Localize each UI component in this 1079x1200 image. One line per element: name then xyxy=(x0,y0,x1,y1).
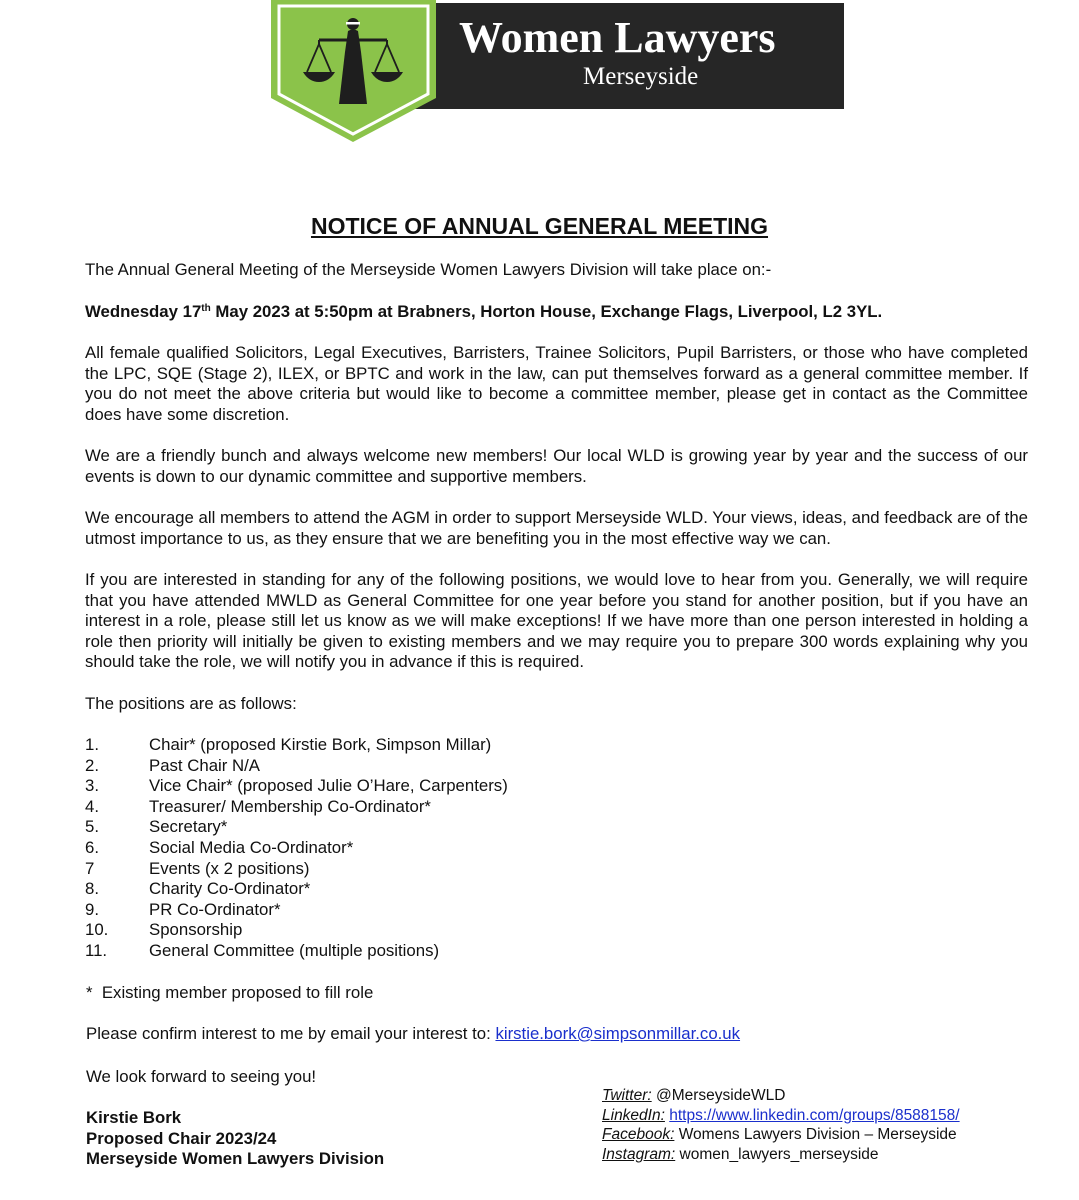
position-role: Social Media Co-Ordinator* xyxy=(149,837,354,857)
position-item xyxy=(85,879,785,900)
position-role: Sponsorship xyxy=(149,920,243,940)
position-item xyxy=(85,756,785,777)
positions-info-paragraph: If you are interested in standing for any of the following positions, we would love to hear from you. Generally, we will require that you have attended MWLD as General Committee for one year before you stand for another position, but if you have an interest in a role, please still let us know as we will make exceptions! If we have more than one person interested in holding a role then priority will initially be given to existing members and we may require you to prepare 300 words explaining why you should take the role, we will notify you in advance if this is required. xyxy=(85,570,1028,672)
position-item xyxy=(85,859,785,880)
position-number: 7 xyxy=(85,858,95,878)
positions-list xyxy=(85,735,785,962)
position-number: 6. xyxy=(85,837,99,857)
social-links xyxy=(602,1086,960,1164)
logo-subtitle: Merseyside xyxy=(583,63,699,90)
position-number: 9. xyxy=(85,899,99,919)
social-twitter xyxy=(602,1086,960,1106)
position-item xyxy=(85,776,785,797)
meeting-location: May 2023 at 5:50pm at Brabners, Horton House, Exchange Flags, Liverpool, L2 3YL. xyxy=(210,302,883,321)
position-role: Treasurer/ Membership Co-Ordinator* xyxy=(149,796,431,816)
instagram-handle: women_lawyers_merseyside xyxy=(675,1145,879,1163)
position-role: Vice Chair* (proposed Julie O’Hare, Carpenters) xyxy=(149,776,508,796)
confirm-interest xyxy=(86,1024,1029,1045)
social-facebook xyxy=(602,1125,960,1145)
position-item xyxy=(85,941,785,962)
welcome-paragraph: We are a friendly bunch and always welcome new members! Our local WLD is growing year by year and the success of our events is down to our dynamic committee and supportive members. xyxy=(85,446,1028,486)
meeting-day: Wednesday 17 xyxy=(85,302,202,321)
signature-role: Proposed Chair 2023/24 xyxy=(86,1128,277,1148)
linkedin-label: LinkedIn: xyxy=(602,1106,665,1124)
position-number: 3. xyxy=(85,776,99,796)
positions-intro: The positions are as follows: xyxy=(85,694,297,713)
signature-block xyxy=(86,1108,384,1170)
position-number: 4. xyxy=(85,796,99,816)
twitter-handle: @MerseysideWLD xyxy=(651,1087,786,1104)
instagram-label: Instagram: xyxy=(602,1145,676,1163)
position-item xyxy=(85,838,785,859)
position-item xyxy=(85,817,785,838)
position-item xyxy=(85,797,785,818)
position-number: 2. xyxy=(85,755,99,775)
position-item xyxy=(85,920,785,941)
meeting-day-suffix: th xyxy=(201,303,211,314)
position-number: 5. xyxy=(85,817,99,837)
position-role: Charity Co-Ordinator* xyxy=(149,879,311,899)
social-instagram xyxy=(602,1145,960,1165)
twitter-label: Twitter: xyxy=(602,1087,652,1104)
position-number: 10. xyxy=(85,920,109,940)
intro-text: The Annual General Meeting of the Merseyside Women Lawyers Division will take place on:- xyxy=(85,260,772,279)
linkedin-link[interactable]: https://www.linkedin.com/groups/8588158/ xyxy=(669,1106,960,1124)
email-link[interactable]: kirstie.bork@simpsonmillar.co.uk xyxy=(495,1024,741,1043)
facebook-label: Facebook: xyxy=(602,1126,675,1143)
meeting-details xyxy=(85,302,1028,323)
social-linkedin xyxy=(602,1106,960,1126)
facebook-page: Womens Lawyers Division – Merseyside xyxy=(674,1126,957,1143)
position-role: Past Chair N/A xyxy=(149,755,260,775)
position-role: PR Co-Ordinator* xyxy=(149,899,281,919)
signature-name: Kirstie Bork xyxy=(86,1108,182,1127)
signature-org: Merseyside Women Lawyers Division xyxy=(86,1149,385,1169)
notice-title: NOTICE OF ANNUAL GENERAL MEETING xyxy=(310,213,769,239)
logo-banner xyxy=(271,0,844,143)
scales-of-justice-icon xyxy=(271,0,436,143)
encourage-paragraph: We encourage all members to attend the AGM in order to support Merseyside WLD. Your views, ideas, and feedback are of the utmost importance to us, as they ensure that we are benefiting you in the most effective way we can. xyxy=(85,508,1028,548)
position-role: General Committee (multiple positions) xyxy=(149,940,440,960)
position-number: 8. xyxy=(85,879,99,899)
confirm-text: Please confirm interest to me by email your interest to: xyxy=(86,1024,496,1043)
closing-text: We look forward to seeing you! xyxy=(86,1067,317,1086)
position-item xyxy=(85,900,785,921)
position-number: 1. xyxy=(85,735,99,754)
position-role: Secretary* xyxy=(149,817,228,837)
position-item xyxy=(85,735,785,756)
footnote: * Existing member proposed to fill role xyxy=(86,983,374,1002)
logo-title: Women Lawyers xyxy=(459,13,776,62)
position-role: Chair* (proposed Kirstie Bork, Simpson Millar) xyxy=(149,735,492,754)
position-role: Events (x 2 positions) xyxy=(149,858,310,878)
position-number: 11. xyxy=(85,940,108,960)
eligibility-paragraph: All female qualified Solicitors, Legal Executives, Barristers, Trainee Solicitors, Pupil Barristers, or those who have completed the LPC, SQE (Stage 2), ILEX, or BPTC and work in the law, can put themselves forward as a general committee member. If you do not meet the above criteria but would like to become a committee member, please get in contact as the Committee does have some discretion. xyxy=(85,343,1028,424)
